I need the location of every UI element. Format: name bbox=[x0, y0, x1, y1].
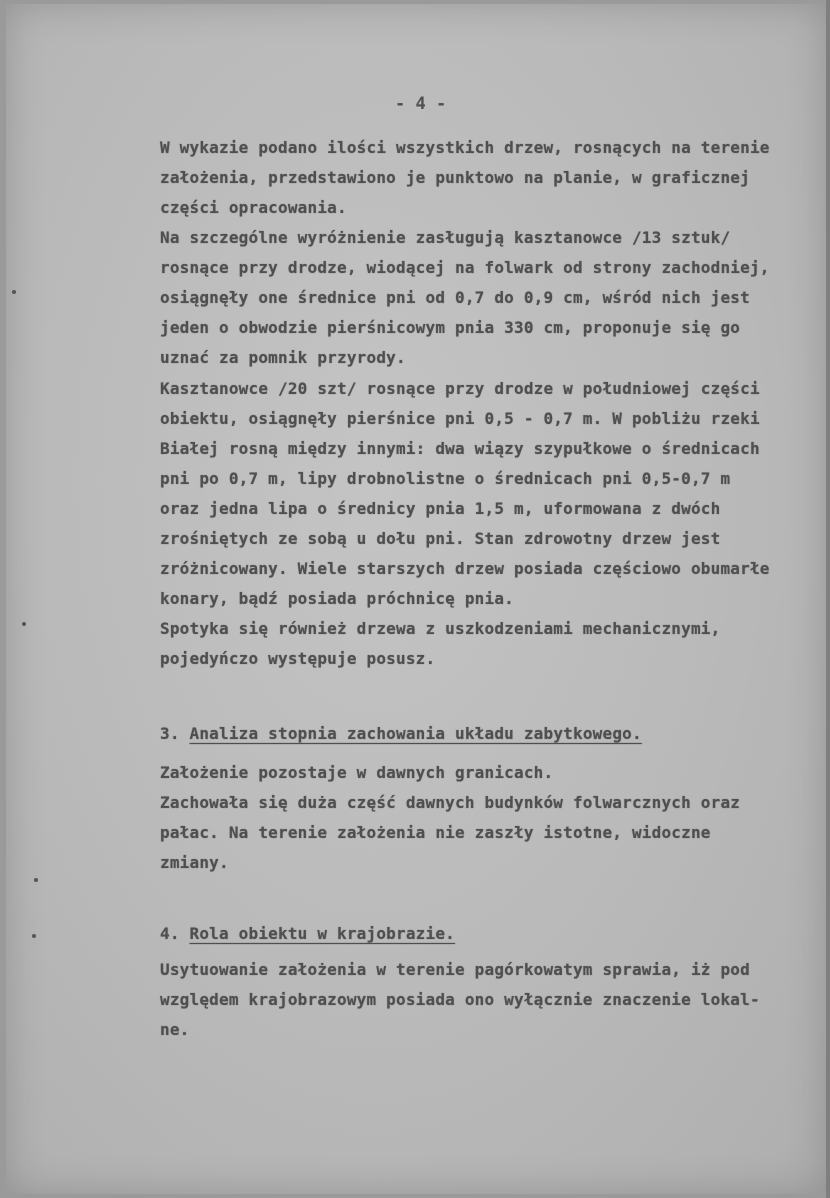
text-line: zmiany. bbox=[160, 853, 229, 872]
text-line: obiektu, osiągnęły pierśnice pni 0,5 - 0,7 m. W pobliżu rzeki bbox=[160, 409, 760, 428]
text-line: Białej rosną między innymi: dwa wiązy szypułkowe o średnicach bbox=[160, 439, 760, 458]
text-line: Zachowała się duża część dawnych budynków folwarcznych oraz bbox=[160, 793, 741, 812]
section-title: Rola obiektu w krajobrazie. bbox=[189, 924, 456, 943]
section-3-heading bbox=[160, 719, 800, 749]
text-line: pojedyńczo występuje posusz. bbox=[160, 649, 436, 668]
section-4-body bbox=[160, 955, 800, 1045]
text-line: pni po 0,7 m, lipy drobnolistne o średnicach pni 0,5-0,7 m bbox=[160, 469, 731, 488]
text-line: zrośniętych ze sobą u dołu pni. Stan zdrowotny drzew jest bbox=[160, 529, 721, 548]
section-title: Analiza stopnia zachowania układu zabytkowego. bbox=[189, 724, 642, 743]
text-line: zróżnicowany. Wiele starszych drzew posiada częściowo obumarłe bbox=[160, 559, 770, 578]
text-line: Na szczególne wyróżnienie zasługują kasztanowce /13 sztuk/ bbox=[160, 228, 731, 247]
text-line: części opracowania. bbox=[160, 198, 347, 217]
paragraph-tree-condition bbox=[160, 374, 800, 674]
text-line: Spotyka się również drzewa z uszkodzeniami mechanicznymi, bbox=[160, 619, 721, 638]
section-4-heading bbox=[160, 919, 800, 949]
text-line: oraz jedna lipa o średnicy pnia 1,5 m, uformowana z dwóch bbox=[160, 499, 721, 518]
scan-edge bbox=[826, 0, 830, 1198]
section-number: 3. bbox=[160, 724, 180, 743]
section-number: 4. bbox=[160, 924, 180, 943]
text-line: Kasztanowce /20 szt/ rosnące przy drodze w południowej części bbox=[160, 379, 760, 398]
text-line: rosnące przy drodze, wiodącej na folwark od strony zachodniej, bbox=[160, 258, 770, 277]
scan-speck bbox=[34, 878, 38, 882]
scan-speck bbox=[12, 290, 16, 294]
text-line: uznać za pomnik przyrody. bbox=[160, 348, 406, 367]
scan-speck bbox=[22, 622, 26, 626]
scan-speck bbox=[32, 934, 36, 938]
section-3-body bbox=[160, 758, 800, 878]
text-line: ne. bbox=[160, 1020, 190, 1039]
paragraph-chestnut-trees bbox=[160, 223, 800, 373]
text-line: względem krajobrazowym posiada ono wyłącznie znaczenie lokal- bbox=[160, 990, 760, 1009]
text-line: założenia, przedstawiono je punktowo na planie, w graficznej bbox=[160, 168, 750, 187]
text-line: konary, bądź posiada próchnicę pnia. bbox=[160, 589, 514, 608]
text-line: jeden o obwodzie pierśnicowym pnia 330 cm, proponuje się go bbox=[160, 318, 741, 337]
text-line: pałac. Na terenie założenia nie zaszły istotne, widoczne bbox=[160, 823, 711, 842]
text-line: Założenie pozostaje w dawnych granicach. bbox=[160, 763, 554, 782]
paragraph-tree-inventory bbox=[160, 133, 800, 223]
text-line: W wykazie podano ilości wszystkich drzew, rosnących na terenie bbox=[160, 138, 770, 157]
text-line: osiągnęły one średnice pni od 0,7 do 0,9 cm, wśród nich jest bbox=[160, 288, 750, 307]
page-number: - 4 - bbox=[395, 94, 447, 114]
text-line: Usytuowanie założenia w terenie pagórkowatym sprawia, iż pod bbox=[160, 960, 750, 979]
